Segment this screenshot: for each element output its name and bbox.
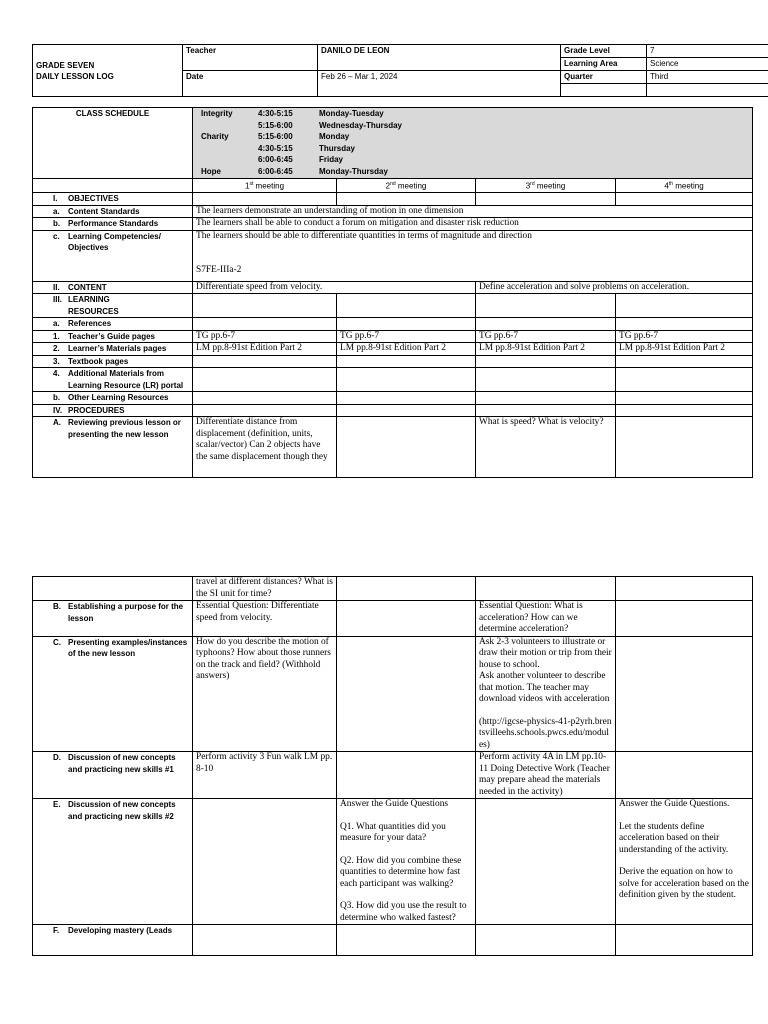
other-resources-label: b. Other Learning Resources bbox=[33, 392, 193, 405]
procedure-b-label: B. Establishing a purpose for the lesson bbox=[33, 601, 193, 637]
meeting-3-header: 3rd meeting bbox=[476, 179, 616, 193]
lm-meeting-4: LM pp.8-91st Edition Part 2 bbox=[616, 343, 753, 356]
procedure-a-label: A. Reviewing previous lesson or presenting the new lesson bbox=[33, 417, 193, 478]
tg-meeting-1: TG pp.6-7 bbox=[193, 330, 337, 343]
content-standards-label: a. Content Standards bbox=[33, 205, 193, 218]
content-standards-text: The learners demonstrate an understanding of motion in one dimension bbox=[193, 205, 753, 218]
content-heading: II. CONTENT bbox=[33, 281, 193, 294]
doc-title bbox=[33, 45, 183, 71]
quarter-label: Quarter bbox=[561, 71, 647, 84]
procedure-a-meeting-1: Differentiate distance from displacement (definition, units, scalar/vector) Can 2 objects have the same displacement though they bbox=[193, 417, 337, 478]
teachers-guide-label: 1. Teacher’s Guide pages bbox=[33, 330, 193, 343]
procedure-d-meeting-1: Perform activity 3 Fun walk LM pp. 8-10 bbox=[193, 752, 337, 799]
procedure-d-label: D. Discussion of new concepts and practicing new skills #1 bbox=[33, 752, 193, 799]
lm-meeting-2: LM pp.8-91st Edition Part 2 bbox=[337, 343, 476, 356]
tg-meeting-4: TG pp.6-7 bbox=[616, 330, 753, 343]
date-label: Date bbox=[183, 71, 318, 97]
performance-standards-label: b. Performance Standards bbox=[33, 218, 193, 231]
header-table bbox=[32, 44, 768, 97]
schedule-row: 4:30-5:15 Thursday bbox=[258, 143, 356, 153]
schedule-row: Integrity 4:30-5:15 Monday-Tuesday bbox=[201, 109, 384, 118]
date-value: Feb 26 – Mar 1, 2024 bbox=[318, 71, 561, 97]
procedure-c-meeting-1: How do you describe the motion of typhoons? How about those runners on the track and field? (Withhold answers) bbox=[193, 636, 337, 752]
procedure-b-meeting-1: Essential Question: Differentiate speed from velocity. bbox=[193, 601, 337, 637]
schedule-row: Charity 5:15-6:00 Monday bbox=[201, 132, 350, 141]
meeting-4-header: 4th meeting bbox=[616, 179, 753, 193]
procedure-a-meeting-1-continued: travel at different distances? What is the SI unit for time? bbox=[193, 577, 337, 601]
doc-title-line1: GRADE SEVEN bbox=[36, 60, 95, 70]
performance-standards-text: The learners shall be able to conduct a forum on mitigation and disaster risk reduction bbox=[193, 218, 753, 231]
teacher-label: Teacher bbox=[183, 45, 318, 58]
learning-area-label: Learning Area bbox=[561, 58, 647, 71]
lesson-log-table bbox=[32, 107, 753, 478]
additional-materials-label: 4. Additional Materials from Learning Resource (LR) portal bbox=[33, 368, 193, 392]
learning-resources-heading: III. LEARNING RESOURCES bbox=[33, 294, 193, 318]
content-meeting-1-2: Differentiate speed from velocity. bbox=[193, 281, 476, 294]
procedure-e-meeting-4: Answer the Guide Questions. Let the students define acceleration based on their understanding of the activity. Derive the equation on how to solve for acceleration based on the definition given by the student. bbox=[616, 799, 753, 925]
procedure-c-meeting-3: Ask 2-3 volunteers to illustrate or draw their motion or trip from their house to school. Ask another volunteer to describe that motion. The teacher may download videos with acceleration (http://igcse-physics-41-p2yrh.brentsvilleehs.schools.pwcs.edu/modules) bbox=[476, 636, 616, 752]
schedule-row: 6:00-6:45 Friday bbox=[258, 155, 344, 164]
competencies-label: c. Learning Competencies/ Objectives bbox=[33, 230, 193, 281]
references-label: a. References bbox=[33, 318, 193, 331]
lm-meeting-3: LM pp.8-91st Edition Part 2 bbox=[476, 343, 616, 356]
procedures-heading: IV. PROCEDURES bbox=[33, 404, 193, 417]
procedure-b-meeting-3: Essential Question: What is acceleration? How can we determine acceleration? bbox=[476, 601, 616, 637]
learning-area-value: Science bbox=[647, 58, 768, 71]
quarter-value: Third bbox=[647, 71, 768, 84]
procedure-f-label: F. Developing mastery (Leads bbox=[33, 925, 193, 956]
procedure-c-label: C. Presenting examples/instances of the new lesson bbox=[33, 636, 193, 752]
textbook-label: 3. Textbook pages bbox=[33, 355, 193, 368]
schedule-row: 5:15-6:00 Wednesday-Thursday bbox=[258, 120, 402, 130]
meeting-2-header: 2nd meeting bbox=[337, 179, 476, 193]
teacher-value: DANILO DE LEON bbox=[318, 45, 561, 58]
procedure-a-meeting-3: What is speed? What is velocity? bbox=[476, 417, 616, 478]
grade-level-value: 7 bbox=[647, 45, 768, 58]
lesson-log-table-continued bbox=[32, 576, 753, 956]
tg-meeting-3: TG pp.6-7 bbox=[476, 330, 616, 343]
competency-code: S7FE-IIIa-2 bbox=[196, 265, 242, 276]
objectives-heading: I. OBJECTIVES bbox=[33, 193, 193, 206]
schedule-row: Hope 6:00-6:45 Monday-Thursday bbox=[201, 166, 388, 176]
meeting-1-header: 1st meeting bbox=[193, 179, 337, 193]
procedure-d-meeting-3: Perform activity 4A in LM pp.10-11 Doing Detective Work (Teacher may prepare ahead the materials needed in the activity) bbox=[476, 752, 616, 799]
procedure-e-meeting-2: Answer the Guide Questions Q1. What quantities did you measure for your data? Q2. How did you combine these quantities to determine how fast each participant was walking? Q3. How did you use the result to determine who walked fastest? bbox=[337, 799, 476, 925]
learners-materials-label: 2. Learner’s Materials pages bbox=[33, 343, 193, 356]
class-schedule-label: CLASS SCHEDULE bbox=[33, 108, 193, 179]
grade-level-label: Grade Level bbox=[561, 45, 647, 58]
class-schedule bbox=[193, 108, 753, 179]
content-meeting-3-4: Define acceleration and solve problems on acceleration. bbox=[476, 281, 753, 294]
procedure-e-label: E. Discussion of new concepts and practicing new skills #2 bbox=[33, 799, 193, 925]
lm-meeting-1: LM pp.8-91st Edition Part 2 bbox=[193, 343, 337, 356]
video-url: (http://igcse-physics-41-p2yrh.brentsvilleehs.schools.pwcs.edu/modules) bbox=[479, 716, 612, 750]
tg-meeting-2: TG pp.6-7 bbox=[337, 330, 476, 343]
competencies-text: The learners should be able to differentiate quantities in terms of magnitude and direction S7FE-IIIa-2 bbox=[193, 230, 753, 281]
doc-title-line2: DAILY LESSON LOG bbox=[36, 71, 114, 81]
